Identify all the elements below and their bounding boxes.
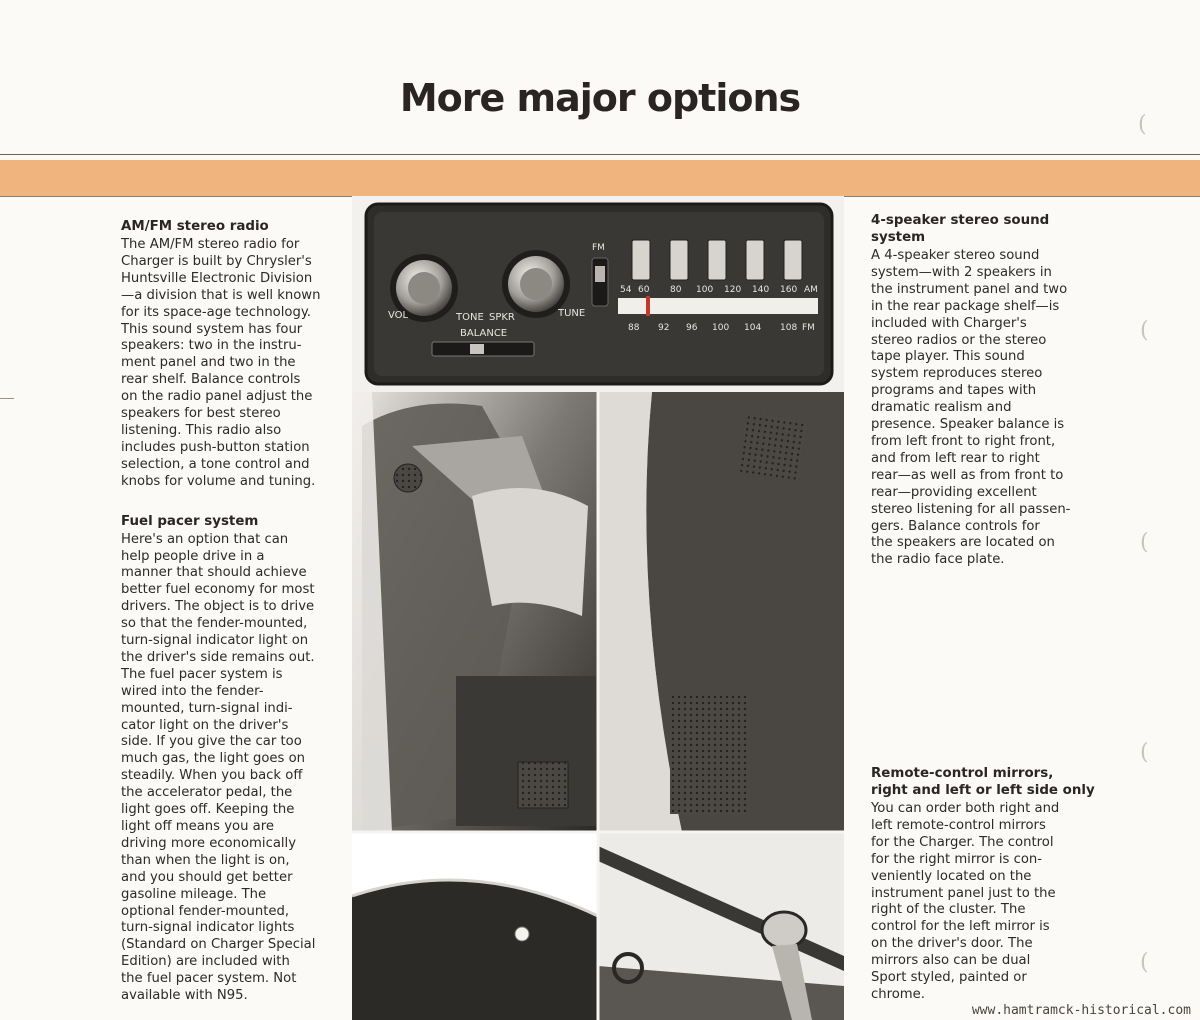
fuel-pacer-section [121, 513, 346, 1005]
binding-hole-mark: ( [1138, 112, 1147, 137]
am-tick: 100 [696, 285, 714, 295]
vol-label: VOL [388, 310, 409, 321]
tone-label: TONE [456, 312, 484, 323]
amfm-section [121, 218, 346, 491]
fm-tick: 96 [686, 323, 698, 333]
spkr-label: SPKR [489, 312, 515, 323]
am-tick: 54 [620, 285, 632, 295]
indicator-light [515, 927, 529, 941]
speaker-heading: 4-speaker stereo sound system [871, 213, 1050, 245]
fm-tick: 92 [658, 323, 670, 333]
am-tick: 160 [780, 285, 798, 295]
left-column [121, 218, 346, 1005]
door-speaker [394, 464, 422, 492]
radio-photo [352, 196, 844, 392]
mirrors-heading: Remote-control mirrors, right and left or left side only [871, 766, 1095, 798]
fm-tick: 108 [780, 323, 798, 333]
mirror-photo [598, 832, 844, 1020]
page-title: More major options [399, 76, 801, 120]
header-accent-band [0, 160, 1200, 196]
binding-hole-mark: ( [1140, 318, 1149, 343]
fender-indicator-photo [352, 832, 598, 1020]
fm-tick: 100 [712, 323, 730, 333]
am-tick: 80 [670, 285, 682, 295]
balance-label: BALANCE [460, 328, 508, 339]
speaker-body: A 4-speaker stereo sound system—with 2 speakers in the instrument panel and two in the rear package shelf—is included with Charger's stereo radios or the stereo tape player. This sound system reproduces stereo programs and tapes with dramatic realism and presence. Speaker balance is from left front to right front, and from left rear to right rear—as well as from front to rear—providing excellent stereo listening for all passen- gers. Balance controls for the speakers are located on the radio face plate. [871, 248, 1071, 568]
fuel-pacer-heading: Fuel pacer system [121, 513, 259, 529]
mirrors-body: You can order both right and left remote-control mirrors for the Charger. The control for the right mirror is con- veniently located on the instrument panel just to the right of the cluster. The control for the left mirror is on the driver's door. The mirrors also can be dual Sport styled, painted or chrome. [871, 801, 1060, 1002]
right-mirror [762, 912, 806, 948]
rear-speaker [518, 762, 568, 808]
binding-hole-mark: ( [1140, 740, 1149, 765]
fuel-pacer-body: Here's an option that can help people drive in a manner that should achieve better fuel economy for most drivers. The object is to drive so that the fender-mounted, turn-signal indicator light on the driver's side remains out. The fuel pacer system is wired into the fender- mounted, turn-signal indi- cator light on the driver's side. If you give the car too much gas, the light goes on steadily. When you back off the accelerator pedal, the light goes off. Keeping the light off means you are driving more economically than when the light is on, and you should get better gasoline mileage. The optional fender-mounted, turn-signal indicator lights (Standard on Charger Special Edition) are included with the fuel pacer system. Not available with N95. [121, 531, 316, 1004]
binding-hole-mark: ( [1140, 530, 1149, 555]
fm-tick: 88 [628, 323, 640, 333]
am-tick: 60 [638, 285, 650, 295]
amfm-heading: AM/FM stereo radio [121, 219, 269, 234]
panel-speaker-grille [670, 696, 748, 814]
tune-label: TUNE [558, 308, 586, 319]
photo-collage [352, 196, 844, 1020]
am-unit: AM [804, 285, 818, 295]
margin-tick [0, 398, 14, 399]
header-rule-top [0, 154, 1200, 155]
fm-tick: 104 [744, 323, 762, 333]
pillar-speaker-photo [598, 392, 844, 832]
binding-hole-mark: ( [1140, 950, 1149, 975]
am-tick: 140 [752, 285, 770, 295]
speaker-section [871, 212, 1101, 569]
am-tick: 120 [724, 285, 742, 295]
amfm-body: The AM/FM stereo radio for Charger is built by Chrysler's Huntsville Electronic Division —a division that is well known for its space-age technology. This sound system has four speakers: two in the instru- ment panel and two in the rear shelf. Balance controls on the radio panel adjust the speakers for best stereo listening. This radio also includes push-button station selection, a tone control and knobs for volume and tuning. [121, 237, 321, 489]
fm-switch-label: FM [592, 243, 605, 253]
source-watermark: www.hamtramck-historical.com [969, 1003, 1194, 1018]
fm-unit: FM [802, 323, 815, 333]
rear-interior-photo [352, 392, 598, 832]
mirrors-section [871, 765, 1101, 1004]
